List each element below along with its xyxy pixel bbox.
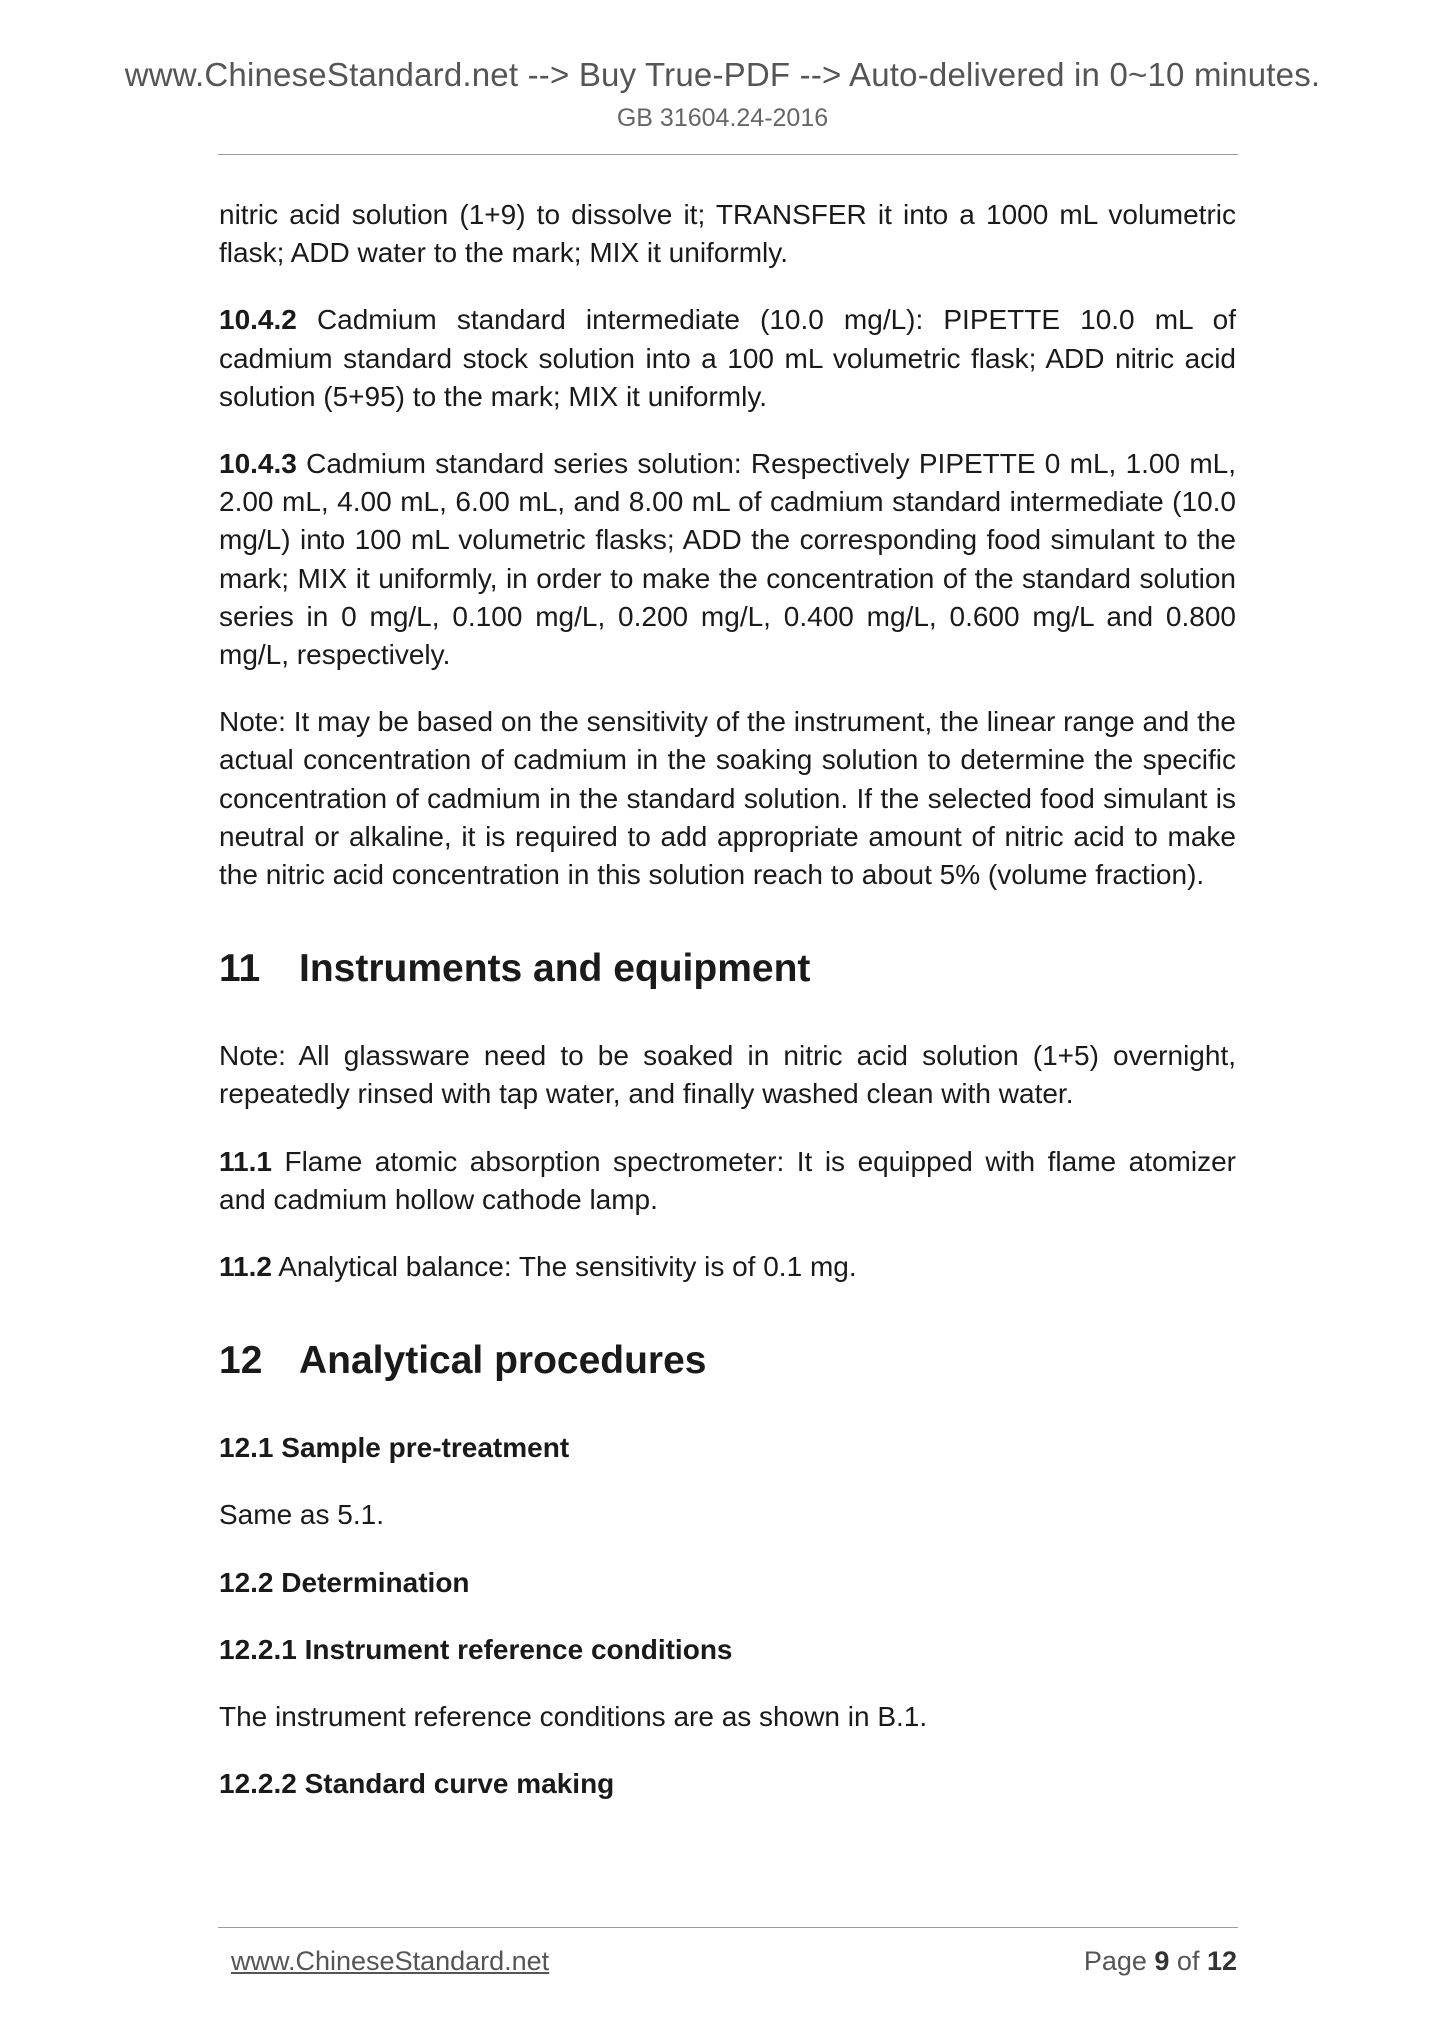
- clause-number: 11.2: [219, 1251, 272, 1283]
- total-pages: 12: [1206, 1946, 1237, 1976]
- section-title: Instruments and equipment: [299, 947, 811, 991]
- note-paragraph: Note: All glassware need to be soaked in nitric acid solution (1+5) overnight, repeatedly rinsed with tap water, and finally washed clean with water.: [219, 1040, 1236, 1110]
- note-paragraph: Note: It may be based on the sensitivity of the instrument, the linear range and the actual concentration of cadmium in the soaking solution to determine the specific concentration of cadmium in the standard solution. If the selected food simulant is neutral or alkaline, it is required to add appropriate amount of nitric acid to make the nitric acid concentration in this solution reach to about 5% (volume fraction).: [219, 706, 1236, 891]
- header-banner: www.ChineseStandard.net --> Buy True-PDF --> Auto-delivered in 0~10 minutes.: [124, 56, 1321, 93]
- page-label: Page: [1083, 1946, 1155, 1976]
- footer-website-link[interactable]: www.ChineseStandard.net: [231, 1946, 550, 1976]
- section-11-heading: [219, 946, 1236, 992]
- section-number: 12: [219, 1339, 263, 1383]
- section-12-heading: [219, 1338, 1236, 1384]
- clause-11-2: [219, 1248, 1236, 1286]
- clause-number: 10.4.2: [219, 304, 297, 336]
- page-indicator: [1084, 1946, 1237, 1977]
- subsection-12-1-heading: 12.1 Sample pre-treatment: [219, 1432, 570, 1464]
- clause-number: 10.4.3: [219, 448, 297, 480]
- of-label: of: [1169, 1946, 1207, 1976]
- paragraph-continuation: nitric acid solution (1+9) to dissolve it; TRANSFER it into a 1000 mL volumetric flask; ADD water to the mark; MIX it uniformly.: [219, 199, 1236, 269]
- section-number: 11: [219, 947, 261, 991]
- subsection-12-2-2-heading: 12.2.2 Standard curve making: [219, 1768, 615, 1800]
- clause-text: Flame atomic absorption spectrometer: It is equipped with flame atomizer and cadmium hollow cathode lamp.: [219, 1145, 1236, 1215]
- subsection-12-2-heading: 12.2 Determination: [219, 1566, 470, 1598]
- footer-divider: [218, 1927, 1238, 1928]
- paragraph: The instrument reference conditions are as shown in B.1.: [219, 1701, 928, 1733]
- header-divider: [218, 154, 1238, 155]
- clause-10-4-2: [219, 301, 1236, 416]
- clause-number: 11.1: [219, 1145, 272, 1177]
- clause-text: Cadmium standard series solution: Respectively PIPETTE 0 mL, 1.00 mL, 2.00 mL, 4.00 mL, 6.00 mL, and 8.00 mL of cadmium standard intermediate (10.0 mg/L) into 100 mL volumetric flasks; ADD the corresponding food simulant to the mark; MIX it uniformly, in order to make the concentration of the standard solution series in 0 mg/L, 0.100 mg/L, 0.200 mg/L, 0.400 mg/L, 0.600 mg/L and 0.800 mg/L, respectively.: [219, 448, 1236, 671]
- current-page: 9: [1154, 1946, 1170, 1976]
- clause-10-4-3: [219, 445, 1236, 674]
- page-content: [219, 196, 1236, 1832]
- subsection-12-2-1-heading: 12.2.1 Instrument reference conditions: [219, 1633, 733, 1665]
- standard-code: GB 31604.24-2016: [616, 104, 829, 132]
- paragraph: Same as 5.1.: [219, 1499, 384, 1531]
- section-title: Analytical procedures: [299, 1339, 707, 1383]
- clause-text: Analytical balance: The sensitivity is of 0.1 mg.: [271, 1251, 857, 1283]
- clause-text: Cadmium standard intermediate (10.0 mg/L): PIPETTE 10.0 mL of cadmium standard stock solution into a 100 mL volumetric flask; ADD nitric acid solution (5+95) to the mark; MIX it uniformly.: [219, 304, 1236, 412]
- clause-11-1: [219, 1143, 1236, 1219]
